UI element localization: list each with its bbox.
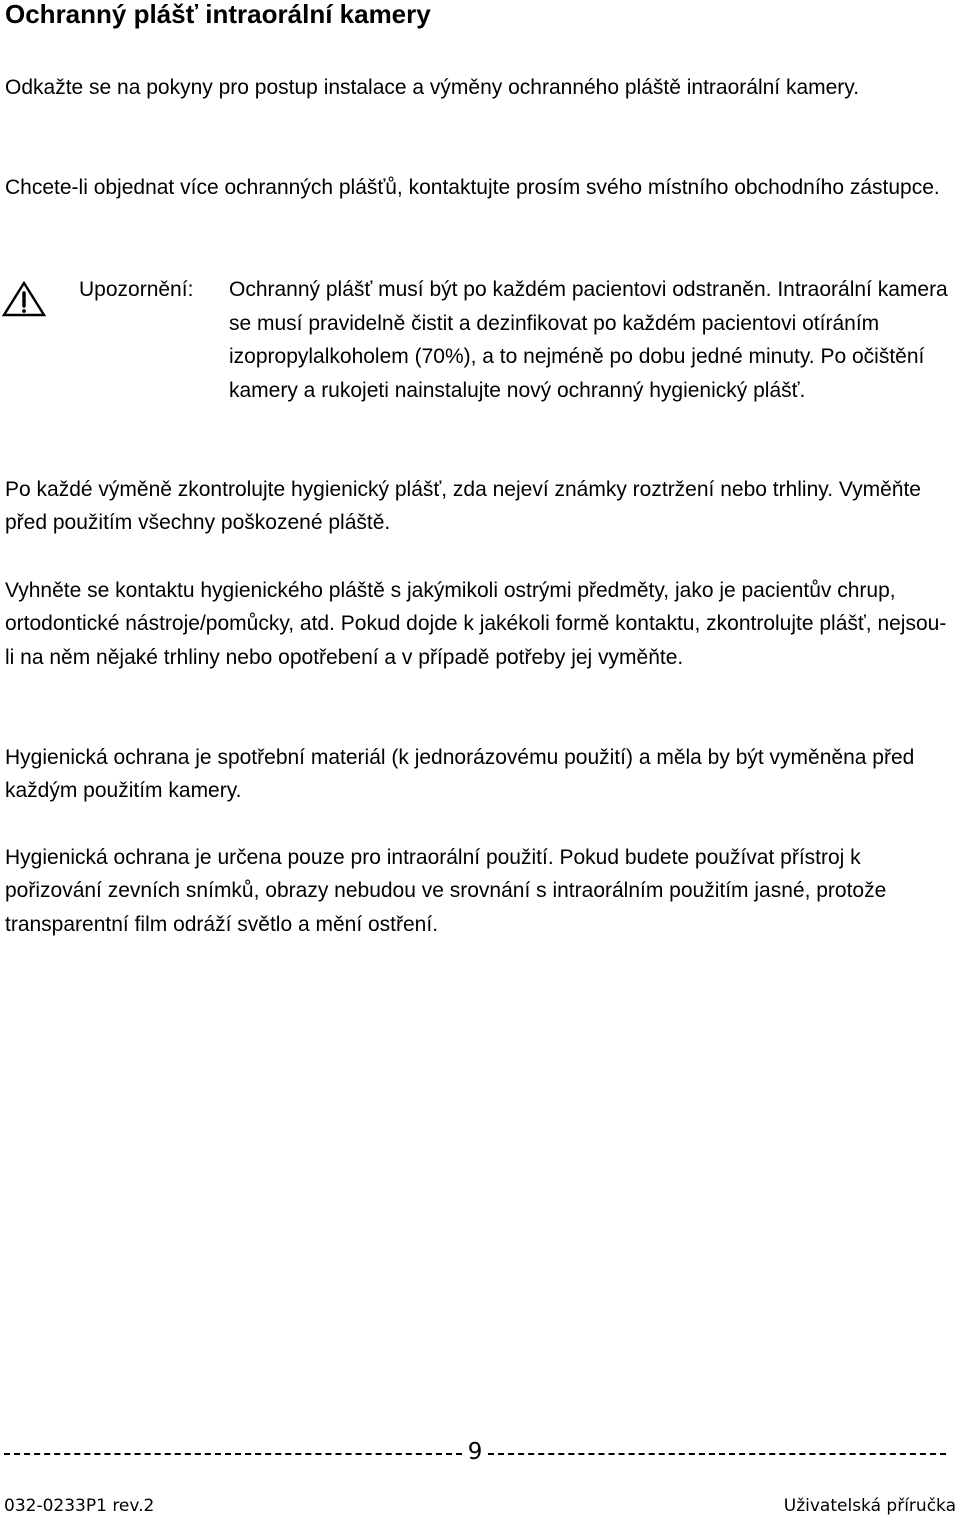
inspection-paragraph: Po každé výměně zkontrolujte hygienický plášť, zda nejeví známky roztržení nebo trhliny. Vyměňte před použitím všechny poškozené pláště. (5, 478, 921, 535)
page-number: 9 (467, 1439, 483, 1465)
footer-separator (0, 1434, 960, 1470)
warning-triangle-icon (2, 281, 46, 317)
page-title: Ochranný plášť intraorální kamery (5, 0, 431, 29)
usage-paragraph: Hygienická ochrana je určena pouze pro intraorální použití. Pokud budete používat přístroj k pořizování zevních snímků, obrazy nebudou ve srovnání s intraorálním použitím jasné, protože transparentní film odráží světlo a mění ostření. (5, 846, 887, 936)
warning-text: Ochranný plášť musí být po každém pacientovi odstraněn. Intraorální kamera se musí pravidelně čistit a dezinfikovat po každém pacientovi otíráním izopropylalkoholem (70%), a to nejméně po dobu jedné minuty. Po očištění kamery a rukojeti nainstalujte nový ochranný hygienický plášť. (229, 278, 948, 402)
document-type: Uživatelská příručka (783, 1496, 956, 1516)
disposable-paragraph: Hygienická ochrana je spotřební materiál (k jednorázovému použití) a měla by být vyměněna před každým použitím kamery. (5, 746, 915, 803)
ordering-paragraph: Chcete-li objednat více ochranných plášťů, kontaktujte prosím svého místního obchodního zástupce. (5, 176, 940, 199)
footer-dash-left (4, 1453, 462, 1455)
document-code: 032-0233P1 rev.2 (4, 1496, 155, 1516)
warning-label: Upozornění: (79, 278, 194, 301)
intro-paragraph: Odkažte se na pokyny pro postup instalace a výměny ochranného pláště intraorální kamery. (5, 76, 860, 99)
contact-paragraph: Vyhněte se kontaktu hygienického pláště s jakýmikoli ostrými předměty, jako je pacientův chrup, ortodontické nástroje/pomůcky, atd. Pokud dojde k jakékoli formě kontaktu, zkontrolujte plášť, nejsou-li na něm nějaké trhliny nebo opotřebení a v případě potřeby jej vyměňte. (5, 579, 947, 669)
footer-dash-right (488, 1453, 946, 1455)
